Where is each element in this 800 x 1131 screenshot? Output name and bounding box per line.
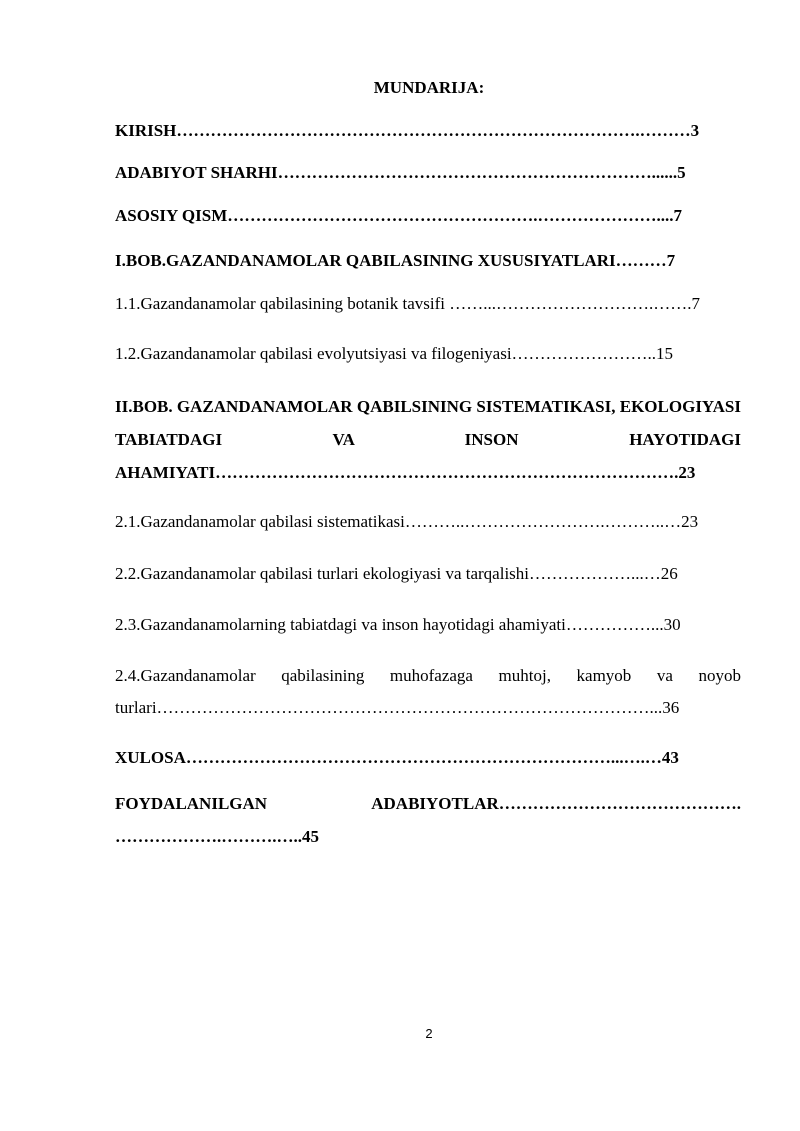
page-title: MUNDARIJA: (373, 78, 485, 97)
toc-entry-section-2-3: 2.3.Gazandanamolarning tabiatdagi va inson hayotidagi ahamiyati……………...30 (115, 615, 681, 634)
toc-entry-section-1-2: 1.2.Gazandanamolar qabilasi evolyutsiyasi va filogeniyasi……………………..15 (115, 344, 674, 363)
toc-entry-asosiy-qism: ASOSIY QISM……………………………………………….…………………....7 (115, 206, 683, 225)
toc-entry-section-2-1: 2.1.Gazandanamolar qabilasi sistematikasi………..…………………….………..…23 (115, 512, 699, 531)
toc-entry-section-2-4: 2.4.Gazandanamolar qabilasining muhofazaga muhtoj, kamyob va noyob turlari……………………………………………………………………………...36 (115, 666, 741, 717)
toc-entry-section-2-2: 2.2.Gazandanamolar qabilasi turlari ekologiyasi va tarqalishi………………...…26 (115, 564, 678, 583)
toc-entry-kirish: KIRISH……………………………………………………………………….………3 (115, 121, 700, 140)
toc-entry-xulosa: XULOSA…………………………………………………………………...….…43 (115, 748, 679, 767)
toc-entry-chapter-2: II.BOB. GAZANDANAMOLAR QABILSINING SISTEMATIKASI, EKOLOGIYASI TABIATDAGI VA INSON HAYOTIDAGI AHAMIYATI……………………………………………………………………….23 (115, 397, 741, 482)
toc-entry-section-1-1: 1.1.Gazandanamolar qabilasining botanik tavsifi ……...……………………….…….7 (115, 294, 700, 313)
toc-entry-adabiyot-sharhi: ADABIYOT SHARHI…………………………………………………………......5 (115, 163, 686, 182)
toc-entry-foydalanilgan-adabiyotlar: FOYDALANILGAN ADABIYOTLAR……………………………………. ……………….……….…..45 (115, 794, 741, 846)
toc-entry-chapter-1: I.BOB.GAZANDANAMOLAR QABILASINING XUSUSIYATLARI………7 (115, 251, 676, 270)
page-number: 2 (425, 1026, 433, 1041)
